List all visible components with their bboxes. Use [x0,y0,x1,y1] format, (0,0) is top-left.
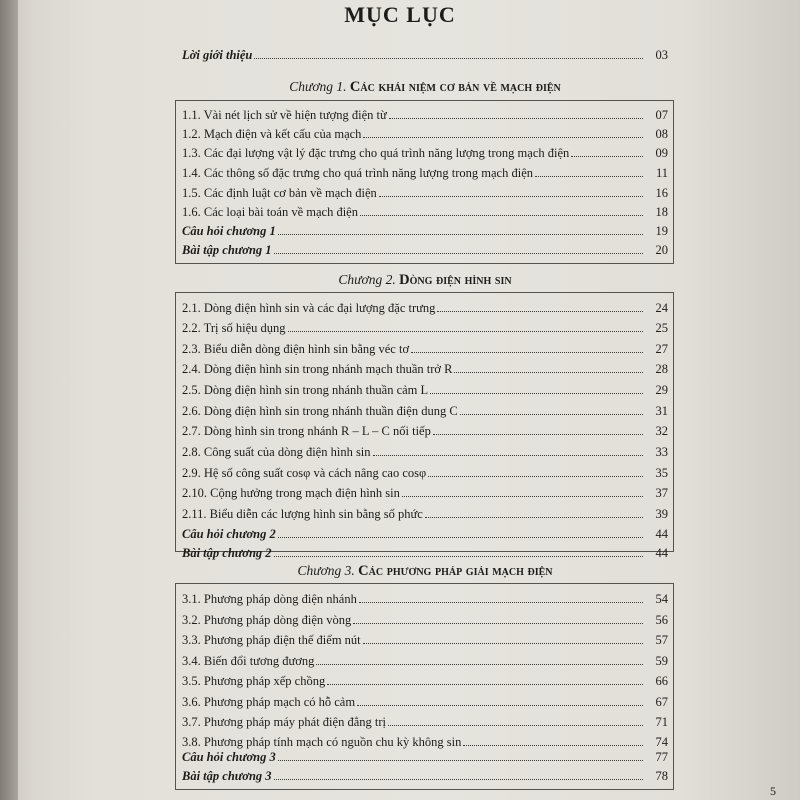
toc-page-number: 20 [655,243,668,257]
toc-label: 1.3. Các đại lượng vật lý đặc trưng cho quá trình năng lượng trong mạch điện [182,146,570,160]
toc-label: 3.5. Phương pháp xếp chồng [182,674,326,688]
toc-row [182,339,668,357]
toc-label: Câu hỏi chương 3 [182,750,276,764]
dot-leader [357,705,643,706]
toc-row [182,401,668,419]
adjacent-page-edge [0,0,18,800]
toc-page-number: 32 [655,424,668,438]
toc-label: Câu hỏi chương 2 [182,527,276,541]
dot-leader [288,331,644,332]
toc-row [182,124,668,142]
chapter-prefix: Chương 1. [289,79,347,94]
toc-label: 1.5. Các định luật cơ bản về mạch điện [182,186,377,200]
dot-leader [437,311,643,312]
toc-label: 2.7. Dòng hình sin trong nhánh R – L – C nối tiếp [182,424,431,438]
toc-label: 2.9. Hệ số công suất cosφ và cách nâng cao cosφ [182,466,427,480]
toc-row-questions [182,747,668,765]
toc-page-number: 44 [655,546,668,560]
toc-page-number: 18 [655,205,668,219]
toc-page-number: 31 [655,404,668,418]
toc-page-number: 16 [655,186,668,200]
dot-leader [463,745,643,746]
toc-row [182,630,668,648]
toc-label: 1.6. Các loại bài toán về mạch điện [182,205,358,219]
toc-row-intro [182,45,668,63]
toc-label: Bài tập chương 1 [182,243,272,257]
toc-row [182,483,668,501]
toc-label: 3.7. Phương pháp máy phát điện đẳng trị [182,715,386,729]
toc-row [182,421,668,439]
toc-label: 2.11. Biểu diễn các lượng hình sin bằng số phức [182,507,423,521]
toc-page-number: 66 [655,674,668,688]
chapter-1-title [182,79,668,99]
toc-label: 2.8. Công suất của dòng điện hình sin [182,445,371,459]
toc-row-exercises [182,240,668,258]
toc-page-number: 44 [655,527,668,541]
chapter-title: Các khái niệm cơ bản về mạch điện [349,79,561,95]
toc-row-questions [182,221,668,239]
toc-label: 2.10. Cộng hưởng trong mạch điện hình sin [182,486,400,500]
dot-leader [278,234,643,235]
toc-heading: MỤC LỤC [344,2,456,27]
dot-leader [278,760,643,761]
toc-row [182,651,668,669]
toc-label: Bài tập chương 3 [182,769,272,783]
toc-page-number: 54 [655,592,668,606]
dot-leader [373,455,643,456]
toc-label: 1.1. Vài nét lịch sử về hiện tượng điện từ [182,108,387,122]
toc-row-exercises [182,766,668,784]
toc-page-number: 39 [655,507,668,521]
dot-leader [425,517,643,518]
dot-leader [535,176,643,177]
dot-leader [571,156,643,157]
toc-row [182,163,668,181]
toc-page-number: 28 [655,362,668,376]
toc-page-number: 29 [655,383,668,397]
toc-label: Lời giới thiệu [182,48,253,62]
toc-label: 1.2. Mạch điện và kết cấu của mạch [182,127,362,141]
dot-leader [411,352,643,353]
chapter-prefix: Chương 2. [338,272,396,287]
toc-page-number: 07 [655,108,668,122]
toc-page-number: 24 [655,301,668,315]
toc-row [182,692,668,710]
toc-label: Bài tập chương 2 [182,546,272,560]
dot-leader [379,196,643,197]
toc-label: 2.6. Dòng điện hình sin trong nhánh thuần điện dung C [182,404,458,418]
dot-leader [327,684,643,685]
toc-label: 3.2. Phương pháp dòng điện vòng [182,613,352,627]
toc-label: 3.1. Phương pháp dòng điện nhánh [182,592,357,606]
toc-page-number: 03 [655,48,668,62]
toc-row [182,671,668,689]
toc-row-exercises [182,543,668,561]
toc-row [182,442,668,460]
dot-leader [454,372,643,373]
toc-page-number: 57 [655,633,668,647]
toc-page-number: 74 [655,735,668,749]
dot-leader [428,476,643,477]
toc-page-number: 33 [655,445,668,459]
dot-leader [353,623,643,624]
toc-row [182,589,668,607]
toc-row [182,504,668,522]
toc-page-number: 27 [655,342,668,356]
toc-page-number: 08 [655,127,668,141]
dot-leader [274,556,643,557]
toc-row [182,359,668,377]
toc-row-questions [182,524,668,542]
toc-page-number: 25 [655,321,668,335]
dot-leader [388,725,643,726]
dot-leader [363,643,643,644]
toc-row [182,105,668,123]
toc-label: 3.8. Phương pháp tính mạch có nguồn chu kỳ không sin [182,735,462,749]
dot-leader [363,137,643,138]
toc-page-number: 37 [655,486,668,500]
toc-label: Câu hỏi chương 1 [182,224,276,238]
toc-page-number: 09 [655,146,668,160]
dot-leader [316,664,643,665]
toc-row [182,183,668,201]
dot-leader [274,779,643,780]
dot-leader [360,215,643,216]
toc-label: 1.4. Các thông số đặc trưng cho quá trình năng lượng trong mạch điện [182,166,533,180]
chapter-3-title [182,563,668,583]
toc-page-number: 77 [655,750,668,764]
toc-row [182,143,668,161]
dot-leader [278,537,643,538]
toc-row [182,298,668,316]
page-number: 5 [770,784,776,798]
toc-page-number: 35 [655,466,668,480]
toc-label: 3.4. Biến đổi tương đương [182,654,315,668]
dot-leader [430,393,643,394]
dot-leader [402,496,643,497]
toc-page-number: 56 [655,613,668,627]
toc-page-number: 78 [655,769,668,783]
toc-page-number: 71 [655,715,668,729]
toc-row [182,712,668,730]
toc-label: 2.1. Dòng điện hình sin và các đại lượng đặc trưng [182,301,436,315]
toc-label: 2.5. Dòng điện hình sin trong nhánh thuần cảm L [182,383,429,397]
toc-row [182,463,668,481]
chapter-title: Các phương pháp giải mạch điện [358,563,553,579]
dot-leader [359,602,643,603]
chapter-prefix: Chương 3. [297,563,355,578]
toc-page-number: 59 [655,654,668,668]
toc-label: 2.2. Trị số hiệu dụng [182,321,286,335]
dot-leader [389,118,643,119]
toc-label: 2.4. Dòng điện hình sin trong nhánh mạch thuần trở R [182,362,453,376]
dot-leader [460,414,643,415]
dot-leader [254,58,643,59]
toc-label: 2.3. Biểu diễn dòng điện hình sin bằng véc tơ [182,342,410,356]
dot-leader [274,253,643,254]
toc-page-number: 67 [655,695,668,709]
toc-row [182,202,668,220]
toc-label: 3.6. Phương pháp mạch có hỗ cảm [182,695,356,709]
toc-row [182,610,668,628]
chapter-title: Dòng điện hình sin [399,272,512,288]
toc-row [182,380,668,398]
toc-label: 3.3. Phương pháp điện thế điểm nút [182,633,361,647]
toc-row [182,318,668,336]
dot-leader [433,434,643,435]
toc-page-number: 19 [655,224,668,238]
toc-page-number: 11 [655,166,668,180]
chapter-2-title [182,272,668,292]
